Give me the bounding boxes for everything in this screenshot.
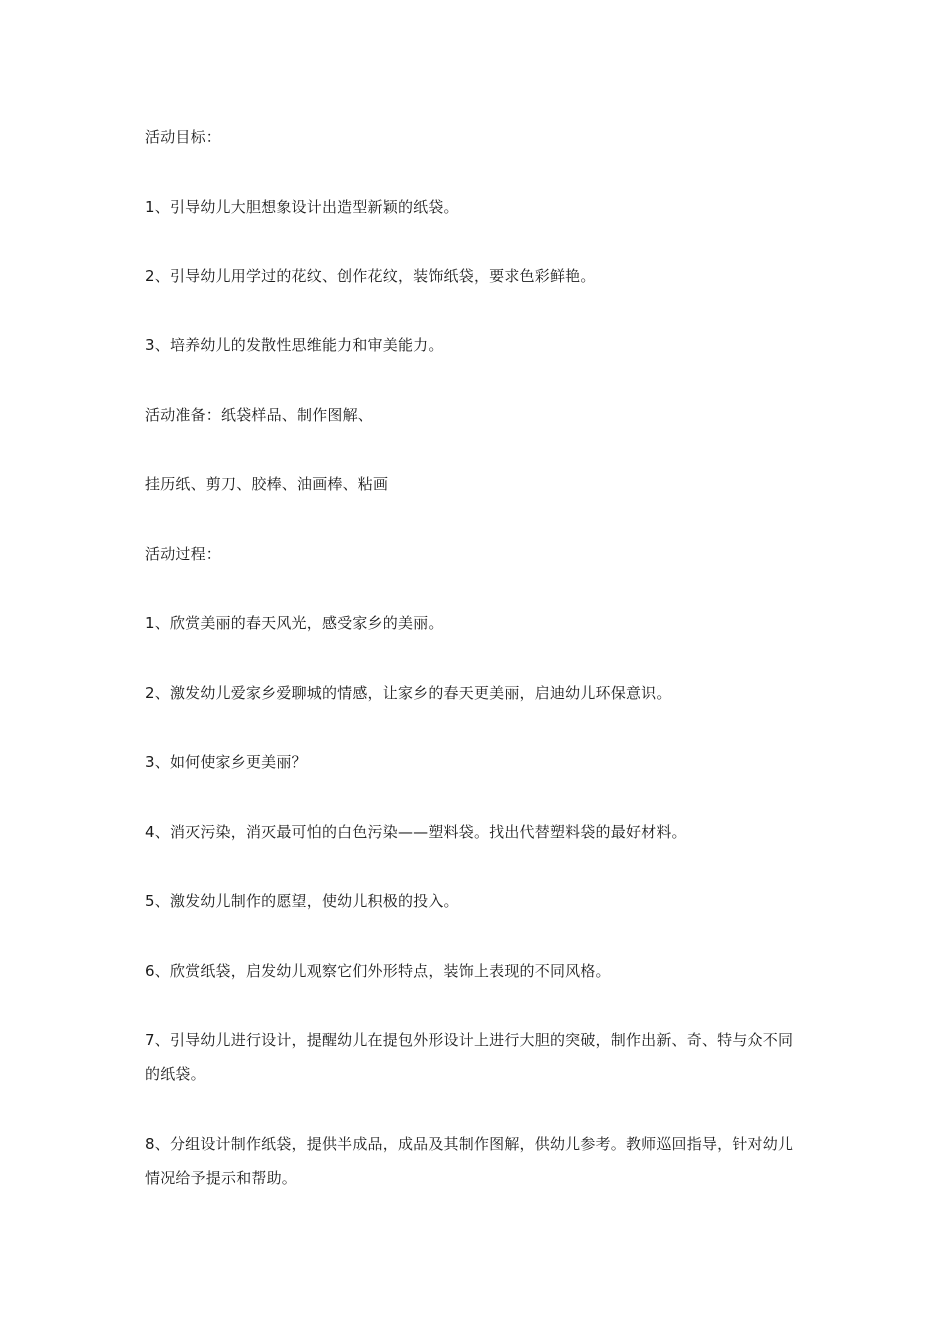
process-step-3: 3、如何使家乡更美丽？ — [145, 753, 307, 771]
goal-item-3: 3、培养幼儿的发散性思维能力和审美能力。 — [145, 336, 444, 354]
process-step-4: 4、消灭污染，消灭最可怕的白色污染——塑料袋。找出代替塑料袋的最好材料。 — [145, 823, 687, 841]
process-step-8: 8、分组设计制作纸袋，提供半成品，成品及其制作图解，供幼儿参考。教师巡回指导，针对幼儿情况给予提示和帮助。 — [145, 1135, 794, 1187]
process-step-2: 2、激发幼儿爱家乡爱聊城的情感，让家乡的春天更美丽，启迪幼儿环保意识。 — [145, 684, 672, 702]
preparation-materials: 挂历纸、剪刀、胶棒、油画棒、粘画 — [145, 475, 389, 493]
goal-item-2: 2、引导幼儿用学过的花纹、创作花纹，装饰纸袋，要求色彩鲜艳。 — [145, 267, 596, 285]
heading-activity-goals: 活动目标： — [145, 128, 222, 146]
process-step-6: 6、欣赏纸袋，启发幼儿观察它们外形特点，装饰上表现的不同风格。 — [145, 962, 611, 980]
process-step-1: 1、欣赏美丽的春天风光，感受家乡的美丽。 — [145, 614, 444, 632]
heading-activity-process: 活动过程： — [145, 545, 222, 563]
process-step-7: 7、引导幼儿进行设计，提醒幼儿在提包外形设计上进行大胆的突破，制作出新、奇、特与众不同的纸袋。 — [145, 1031, 794, 1083]
heading-activity-preparation: 活动准备：纸袋样品、制作图解、 — [145, 406, 374, 424]
goal-item-1: 1、引导幼儿大胆想象设计出造型新颖的纸袋。 — [145, 198, 459, 216]
process-step-5: 5、激发幼儿制作的愿望，使幼儿积极的投入。 — [145, 892, 459, 910]
